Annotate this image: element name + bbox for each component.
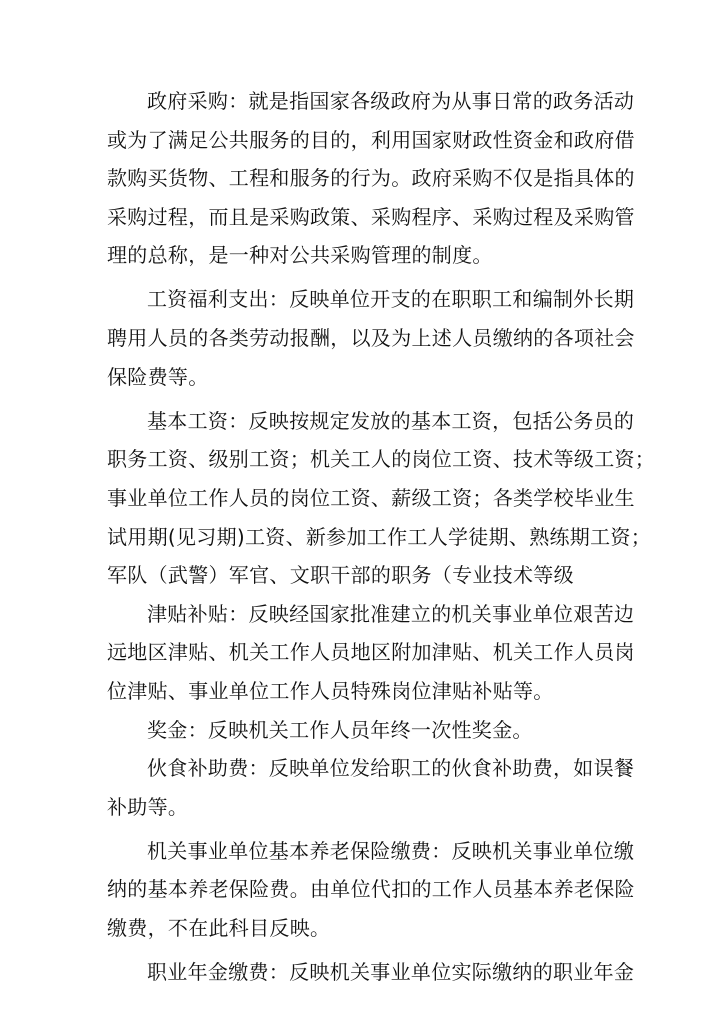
text-line: 伙食补助费：反映单位发给职工的伙食补助费，如误餐: [147, 756, 635, 781]
paragraph-meal-subsidy: [107, 749, 635, 826]
text-line: 纳的基本养老保险费。由单位代扣的工作人员基本养老保险: [107, 877, 635, 902]
paragraph-bonus: [107, 711, 603, 750]
paragraph-wage-welfare: [107, 280, 635, 396]
text-line: 工资福利支出：反映单位开支的在职职工和编制外长期: [147, 287, 635, 312]
text-line: 基本工资：反映按规定发放的基本工资，包括公务员的: [147, 408, 635, 433]
text-line: 理的总称，是一种对公共采购管理的制度。: [107, 243, 493, 268]
text-line: 军队（武警）军官、文职干部的职务（专业技术等级: [107, 563, 574, 588]
text-line: 政府采购：就是指国家各级政府为从事日常的政务活动: [147, 89, 635, 113]
text-line: 远地区津贴、机关工作人员地区附加津贴、机关工作人员岗: [107, 640, 635, 665]
text-line: 聘用人员的各类劳动报酬，以及为上述人员缴纳的各项社会: [107, 326, 635, 351]
document-body: [107, 82, 656, 992]
text-line: 补助等。: [107, 794, 189, 819]
text-line: 职业年金缴费：反映机关事业单位实际缴纳的职业年金: [147, 960, 635, 985]
text-line: 事业单位工作人员的岗位工资、薪级工资；各类学校毕业生: [107, 485, 635, 510]
text-line: 款购买货物、工程和服务的行为。政府采购不仅是指具体的: [107, 166, 635, 191]
text-line: 试用期(见习期)工资、新参加工作工人学徒期、熟练期工资；: [107, 524, 652, 549]
paragraph-occupational-annuity: [107, 953, 635, 992]
text-line: 位津贴、事业单位工作人员特殊岗位津贴补贴等。: [107, 678, 554, 703]
text-line: 或为了满足公共服务的目的，利用国家财政性资金和政府借: [107, 127, 635, 152]
text-line: 奖金：反映机关工作人员年终一次性奖金。: [147, 717, 533, 742]
text-line: 采购过程，而且是采购政策、采购程序、采购过程及采购管: [107, 204, 635, 229]
text-line: 保险费等。: [107, 364, 209, 389]
paragraph-basic-wage: [107, 402, 656, 595]
text-line: 津贴补贴：反映经国家批准建立的机关事业单位艰苦边: [147, 601, 635, 626]
paragraph-pension-insurance: [107, 832, 635, 948]
paragraph-government-procurement: [107, 82, 635, 275]
text-line: 机关事业单位基本养老保险缴费：反映机关事业单位缴: [147, 838, 635, 863]
paragraph-allowance: [107, 595, 635, 711]
text-line: 缴费，不在此科目反映。: [107, 915, 331, 940]
text-line: 职务工资、级别工资；机关工人的岗位工资、技术等级工资；: [107, 447, 656, 472]
